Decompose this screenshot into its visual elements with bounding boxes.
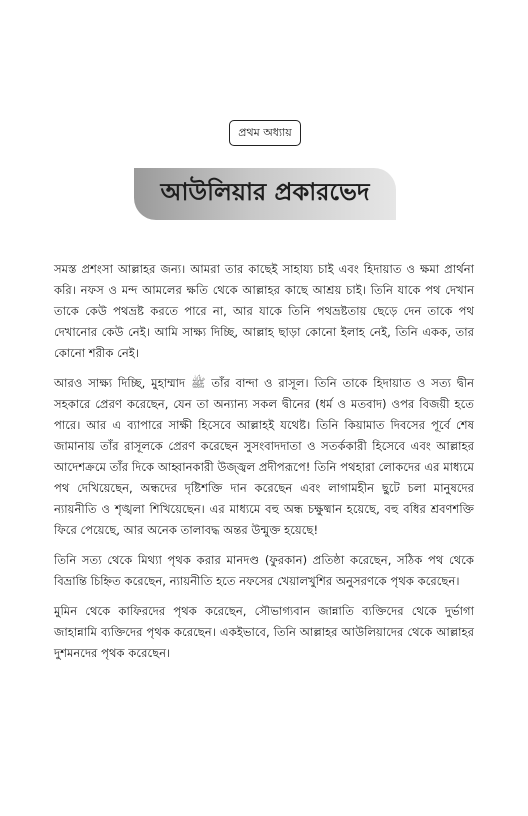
chapter-title-banner (134, 168, 396, 220)
chapter-label: প্রথম অধ্যায় (229, 120, 301, 146)
paragraph-2 (54, 373, 474, 541)
paragraph-3: তিনি সত্য থেকে মিথ্যা পৃথক করার মানদণ্ড (ফুরকান) প্রতিষ্ঠা করেছেন, সঠিক পথ থেকে বিভ্রান্তি চিহ্নিত করেছেন, ন্যায়নীতি হতে নফসের খেয়ালখুশির অনুসরণকে পৃথক করেছেন। (54, 553, 474, 588)
salutation-seal-icon: ﷺ (191, 376, 206, 390)
body-text (54, 259, 474, 673)
paragraph-4: মুমিন থেকে কাফিরদের পৃথক করেছেন, সৌভাগ্যবান জান্নাতি ব্যক্তিদের থেকে দুর্ভাগা জাহান্নামি ব্যক্তিদের পৃথক করেছেন। একইভাবে, তিনি আল্লাহর আউলিয়াদের থেকে আল্লাহর দুশমনদের পৃথক করেছেন। (54, 604, 474, 660)
paragraph-2-rest: তাঁর বান্দা ও রাসূল। তিনি তাকে হিদায়াত ও সত্য দ্বীন সহকারে প্রেরণ করেছেন, যেন তা অন্যান্য সকল দ্বীনের (ধর্ম ও মতবাদ) ওপর বিজয়ী হতে পারে। আর এ ব্যাপারে সাক্ষী হিসেবে আল্লাহই যথেষ্ট। তিনি কিয়ামাত দিবসের পূর্বে শেষ জামানায় তাঁর রাসূলকে প্রেরণ করেছেন সুসংবাদদাতা ও সতর্ককারী হিসেবে এবং আল্লাহর আদেশক্রমে তাঁর দিকে আহ্বানকারী উজ্জ্বল প্রদীপরূপে! তিনি পথহারা লোকদের এর মাধ্যমে পথ দেখিয়েছেন, অন্ধদের দৃষ্টিশক্তি দান করেছেন এবং লাগামহীন ছুটে চলা মানুষদের ন্যায়নীতি ও শৃঙ্খলা শিখিয়েছেন। এর মাধ্যমে বহু অন্ধ চক্ষুষ্মান হয়েছে, বহু বধির শ্রবণশক্তি ফিরে পেয়েছে, আর অনেক তালাবদ্ধ অন্তর উন্মুক্ত হয়েছে! (54, 376, 475, 537)
chapter-title: আউলিয়ার প্রকারভেদ (160, 178, 370, 206)
paragraph-2-lead: আরও সাক্ষ্য দিচ্ছি, মুহাম্মাদ (54, 376, 186, 390)
paragraph-1: সমস্ত প্রশংসা আল্লাহর জন্য। আমরা তার কাছেই সাহায্য চাই এবং হিদায়াত ও ক্ষমা প্রার্থনা করি। নফস ও মন্দ আমলের ক্ষতি থেকে আল্লাহর কাছে আশ্রয় চাই। তিনি যাকে পথ দেখান তাকে কেউ পথভ্রষ্ট করতে পারে না, আর যাকে তিনি পথভ্রষ্টতায় ছেড়ে দেন তাকে পথ দেখানোর কেউ নেই। আমি সাক্ষ্য দিচ্ছি, আল্লাহ ছাড়া কোনো ইলাহ নেই, তিনি একক, তার কোনো শরীক নেই। (54, 262, 474, 360)
